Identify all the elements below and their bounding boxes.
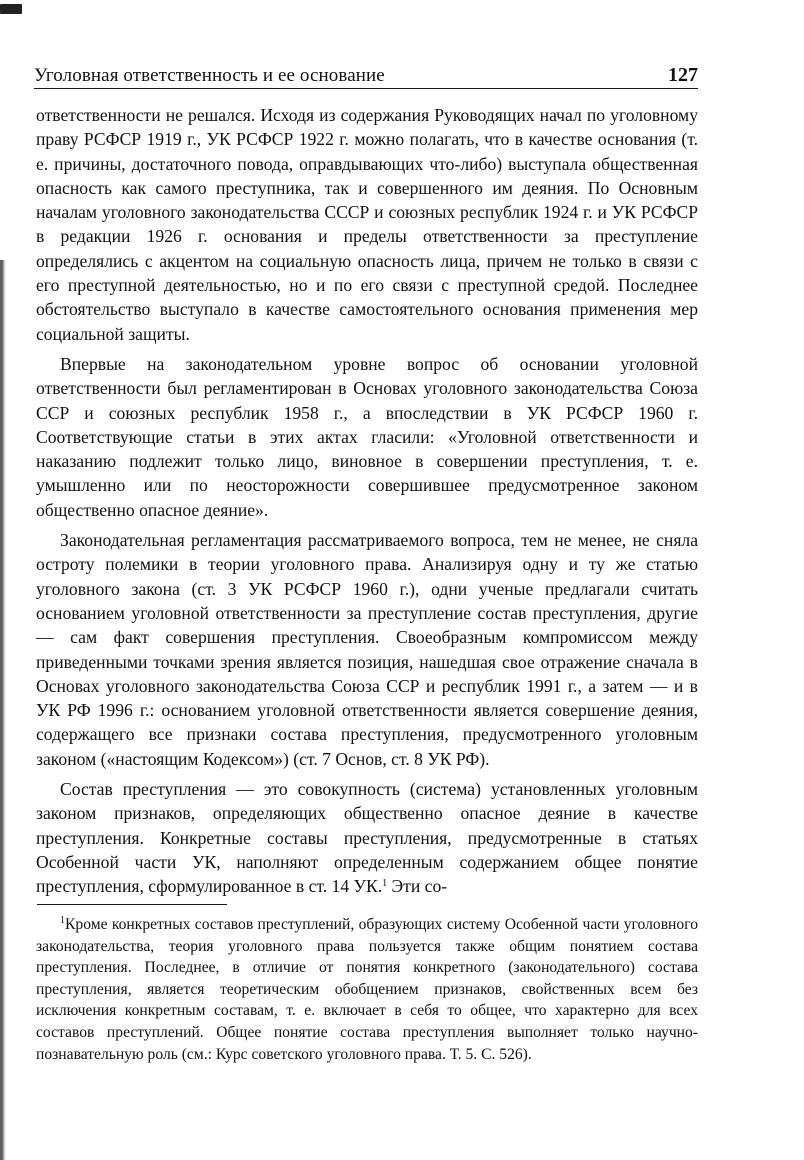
chapter-title: Уголовная ответственность и ее основание (34, 65, 385, 86)
scan-corner-mark (0, 4, 22, 14)
paragraph-last (36, 777, 698, 898)
running-header (34, 62, 698, 89)
footnote-marker: 1 (60, 915, 65, 926)
paragraph: Впервые на законодательном уровне вопрос об основании уголовной ответственности был регламентирован в Основах уголовного законодательства Союза ССР и союзных республик 1958 г., а впоследствии в УК РСФСР 1960 г. Соответствующие статьи в этих актах гласили: «Уголовной ответственности и наказанию подлежит только лицо, виновное в совершении преступления, т. е. умышленно или по неосторожности совершившее предусмотренное законом общественно опасное деяние». (36, 353, 698, 520)
page-number: 127 (668, 64, 698, 86)
footnote-reference[interactable]: 1 (382, 878, 388, 890)
paragraph-text: Состав преступления — это совокупность (система) установленных уголовным законом признаков, определяющих общественно опасное деяние в качестве преступления. Конкретные составы преступления, предусмотренные в статьях Особенной части УК, наполняют определенным содержанием общее понятие преступления, сформулированное в ст. 14 УК. (36, 779, 698, 897)
paragraph-tail: Эти со- (387, 876, 448, 897)
footnote (36, 914, 698, 1065)
paragraph-continuation: ответственности не решался. Исходя из содержания Руководящих начал по уголовному праву РСФСР 1919 г., УК РСФСР 1922 г. можно полагать, что в качестве основания (т. е. причины, достаточного повода, оправдывающих что-либо) выступала общественная опасность как самого преступника, так и совершенного им деяния. По Основным началам уголовного законодательства СССР и союзных республик 1924 г. и УК РСФСР в редакции 1926 г. основания и пределы ответственности за преступление определялись с акцентом на социальную опасность лица, причем не только в связи с его преступной деятельностью, но и по его связи с преступной средой. Последнее обстоятельство выступало в качестве самостоятельного основания применения мер социальной защиты. (36, 105, 698, 344)
paragraph: Законодательная регламентация рассматриваемого вопроса, тем не менее, не сняла остроту полемики в теории уголовного права. Анализируя одну и ту же статью уголовного закона (ст. 3 УК РСФСР 1960 г.), одни ученые предлагали считать основанием уголовной ответственности за преступление состав преступления, другие — сам факт совершения преступления. Своеобразным компромиссом между приведенными точками зрения является позиция, нашедшая свое отражение сначала в Основах уголовного законодательства Союза ССР и республик 1991 г., а затем — и в УК РФ 1996 г.: основанием уголовной ответственности является совершение деяния, содержащего все признаки состава преступления, предусмотренного уголовным законом («настоящим Кодексом») (ст. 7 Основ, ст. 8 УК РФ). (36, 530, 698, 769)
main-text (36, 103, 698, 905)
footnote-separator (37, 904, 227, 905)
binding-shadow (0, 260, 6, 1160)
footnote-text: Кроме конкретных составов преступлений, образующих систему Особенной части уголовного законодательства, теория уголовного права пользуется также общим понятием состава преступления. Последнее, в отличие от понятия конкретного (законодательного) состава преступления, является теоретическим обобщением признаков, свойственных всем без исключения конкретным составам, т. е. включает в себя то общее, что характерно для всех составов преступлений. Общее понятие состава преступления выполняет только научно-познавательную роль (см.: Курс советского уголовного права. Т. 5. С. 526). (36, 916, 698, 1063)
